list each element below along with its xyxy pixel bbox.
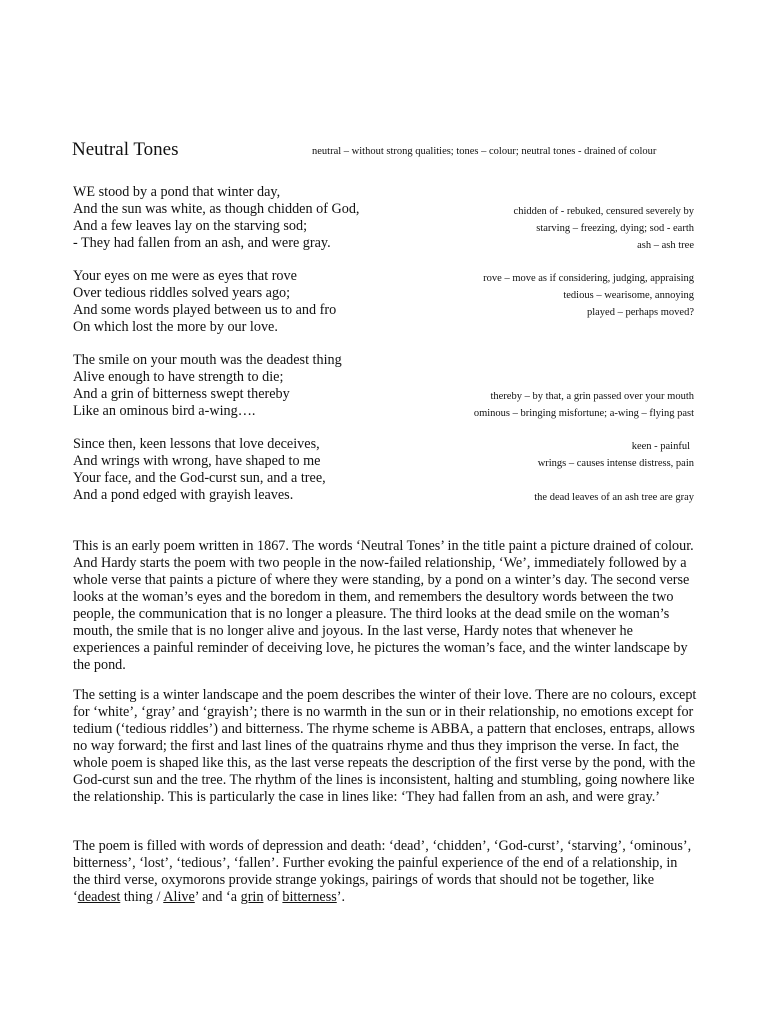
gloss-note: rove – move as if considering, judging, appraising <box>483 273 694 284</box>
commentary-paragraph-3 <box>73 838 697 906</box>
underlined-word: deadest <box>77 889 121 905</box>
paragraph-text: of <box>263 889 283 905</box>
poem-line: Since then, keen lessons that love deceives, <box>73 436 320 452</box>
poem-line: Over tedious riddles solved years ago; <box>73 285 291 301</box>
commentary-paragraph-2: The setting is a winter landscape and the poem describes the winter of their love. There are no colours, except for ‘white’, ‘gray’ and ‘grayish’; there is no warmth in the sun or in their relationship, no emotions except for tedium (‘tedious riddles’) and bitterness. The rhyme scheme is ABBA, a pattern that encloses, entraps, allows no way forward; the first and last lines of the quatrains rhyme and thus they imprison the verse. In fact, the whole poem is shaped like this, as the last verse repeats the description of the first verse by the pond, with the God-curst sun and the tree. The rhythm of the lines is inconsistent, halting and stumbling, going nowhere like the relationship. This is particularly the case in lines like: ‘They had fallen from an ash, and were gray.’ <box>73 687 697 805</box>
poem-line: And a few leaves lay on the starving sod; <box>73 218 308 234</box>
paragraph-text: thing / <box>120 889 164 905</box>
gloss-note: the dead leaves of an ash tree are gray <box>534 492 694 503</box>
gloss-note: tedious – wearisome, annoying <box>563 290 694 301</box>
poem-line: WE stood by a pond that winter day, <box>73 184 281 200</box>
poem-line: On which lost the more by our love. <box>73 319 278 335</box>
poem-line: Your eyes on me were as eyes that rove <box>73 268 297 284</box>
gloss-note: ominous – bringing misfortune; a-wing – flying past <box>473 408 694 419</box>
title-gloss: neutral – without strong qualities; tones – colour; neutral tones - drained of colour <box>312 146 657 157</box>
poem-line: And the sun was white, as though chidden of God, <box>73 201 360 217</box>
underlined-word: grin <box>240 889 264 905</box>
poem-line: The smile on your mouth was the deadest thing <box>73 352 342 368</box>
gloss-note: starving – freezing, dying; sod - earth <box>536 223 694 234</box>
poem-line: And a pond edged with grayish leaves. <box>73 487 294 503</box>
gloss-note: wrings – causes intense distress, pain <box>537 458 694 469</box>
underlined-word: bitterness <box>282 889 337 905</box>
gloss-note: chidden of - rebuked, censured severely by <box>513 206 694 217</box>
gloss-note: thereby – by that, a grin passed over your mouth <box>490 391 694 402</box>
paragraph-text: ’ and ‘a <box>194 889 241 905</box>
commentary-paragraph-1: This is an early poem written in 1867. The words ‘Neutral Tones’ in the title paint a picture drained of colour. And Hardy starts the poem with two people in the now-failed relationship, ‘We’, immediately followed by a whole verse that paints a picture of where they were standing, by a pond on a winter’s day. The second verse looks at the woman’s eyes and the boredom in them, and remembers the desultory words between the two people, the communication that is no longer a pleasure. The third looks at the dead smile on the woman’s mouth, the smile that is no longer alive and joyous. In the last verse, Hardy notes that whenever he experiences a painful reminder of deceiving love, he pictures the woman’s face, and the winter landscape by the pond. <box>73 538 694 673</box>
poem-line: Alive enough to have strength to die; <box>73 369 284 385</box>
gloss-note: keen - painful <box>631 441 690 452</box>
gloss-note: played – perhaps moved? <box>586 307 694 318</box>
gloss-note: ash – ash tree <box>637 240 694 251</box>
poem-title: Neutral Tones <box>72 139 179 160</box>
poem-line: And some words played between us to and fro <box>73 302 337 318</box>
poem-line: And wrings with wrong, have shaped to me <box>73 453 321 469</box>
poem-line: Like an ominous bird a-wing…. <box>73 403 256 419</box>
poem-line: - They had fallen from an ash, and were gray. <box>73 235 331 251</box>
poem-line: And a grin of bitterness swept thereby <box>73 386 290 402</box>
paragraph-text: The poem is filled with words of depression and death: ‘dead’, ‘chidden’, ‘God-curst’, ‘starving’, ‘ominous’, bitterness’, ‘lost’, ‘tedious’, ‘fallen’. Further evoking the painful experience of the end of a relationship, in the third verse, oxymorons provide strange yokings, pairings of words that should not be together, like ‘ <box>73 838 692 905</box>
poem-line: Your face, and the God-curst sun, and a tree, <box>73 470 326 486</box>
paragraph-text: ’. <box>336 889 346 905</box>
underlined-word: Alive <box>163 889 195 905</box>
